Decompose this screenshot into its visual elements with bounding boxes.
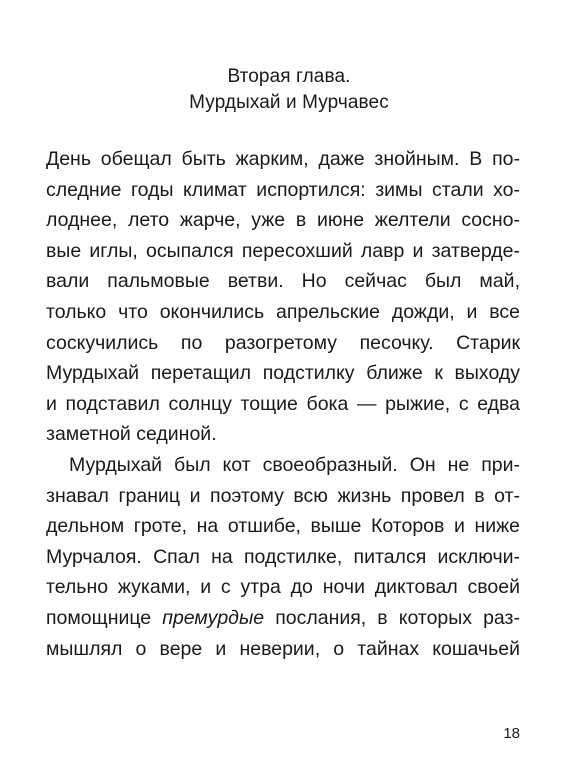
- chapter-title-line-2: Мурдыхай и Мурчавес: [189, 92, 389, 113]
- text-segment: послания, в которых раз-: [264, 606, 520, 629]
- chapter-body-text: [46, 144, 520, 664]
- text-line: соскучились по разогретому песочку. Старик: [46, 331, 520, 354]
- text-segment: помощнице: [46, 606, 163, 629]
- text-line: Мурдыхай перетащил подстилку ближе к выходу: [46, 362, 520, 385]
- text-line: [46, 603, 520, 634]
- text-line: только что окончились апрельские дожди, и все: [46, 300, 520, 323]
- text-line: тельно жуками, и с утра до ночи диктовал своей: [46, 576, 520, 599]
- text-line: мышлял о вере и неверии, о тайнах кошачьей: [46, 637, 520, 660]
- text-line: вые иглы, осыпался пересохший лавр и затверде-: [46, 239, 520, 262]
- text-line: знавал границ и поэтому всю жизнь провел в от-: [46, 484, 520, 507]
- text-line: дельном гроте, на отшибе, выше Которов и ниже: [46, 515, 520, 538]
- page-number: 18: [503, 725, 520, 742]
- text-line: следние годы климат испортился: зимы стали хо-: [46, 178, 520, 201]
- text-line: и подставил солнцу тощие бока — рыжие, с едва: [46, 392, 520, 415]
- text-line: вали пальмовые ветви. Но сейчас был май,: [46, 270, 520, 293]
- text-line: заметной сединой.: [46, 423, 217, 446]
- chapter-title-line-1: Вторая глава.: [227, 66, 351, 87]
- text-line: лоднее, лето жарче, уже в июне желтели сосно-: [46, 209, 520, 232]
- italic-term: премурдые: [162, 606, 265, 629]
- text-line: Мурчалоя. Спал на подстилке, питался исключи-: [46, 545, 520, 568]
- text-line: День обещал быть жарким, даже знойным. В по-: [46, 148, 520, 170]
- text-line: Мурдыхай был кот своеобразный. Он не при-: [69, 453, 520, 476]
